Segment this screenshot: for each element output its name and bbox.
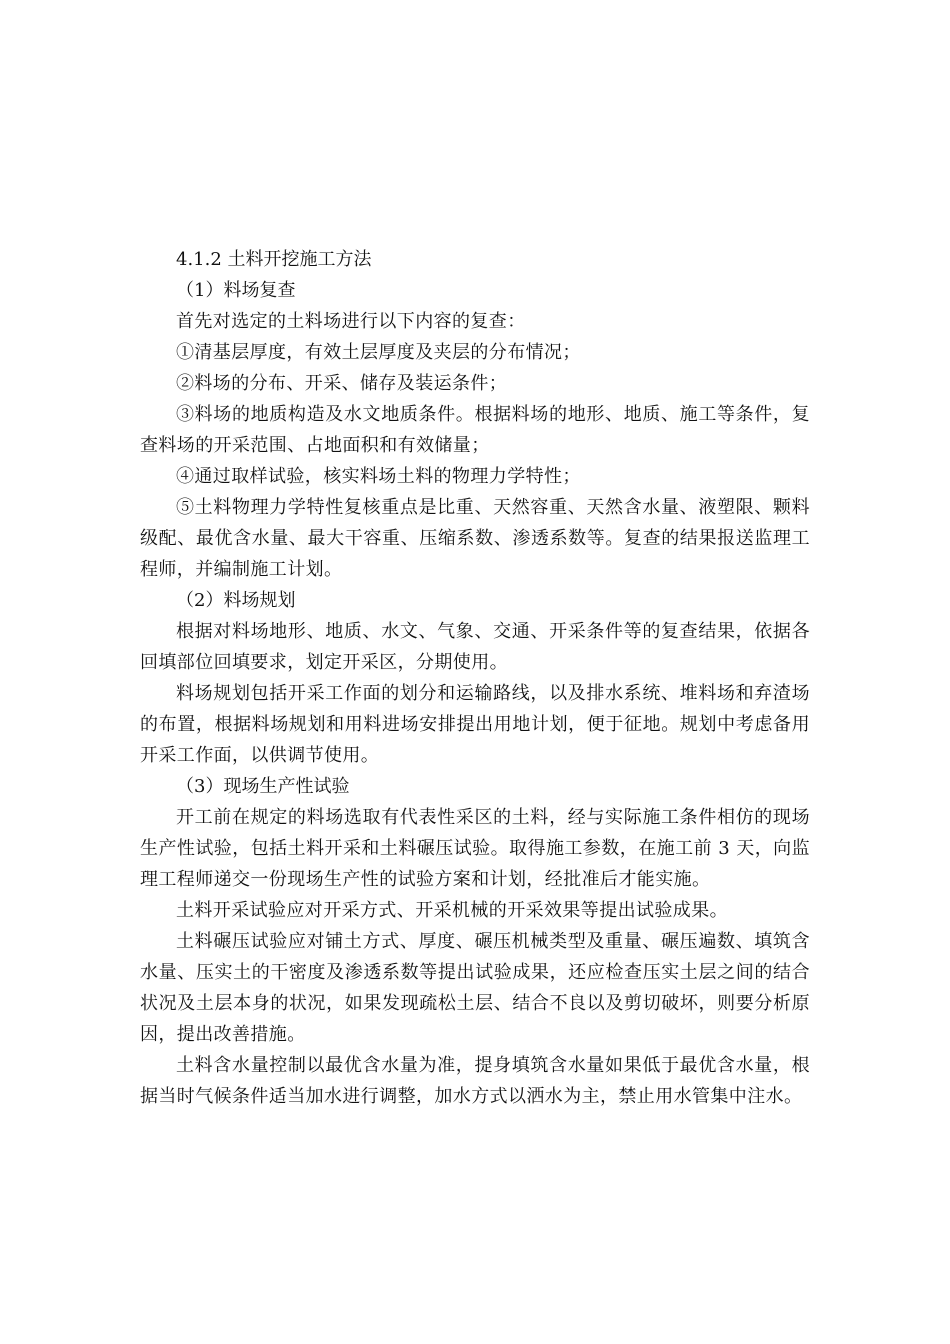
paragraph: 开工前在规定的料场选取有代表性采区的土料，经与实际施工条件相仿的现场生产性试验，包括土料开采和土料碾压试验。取得施工参数，在施工前 3 天，向监理工程师递交一份现场生产性的试验方案和计划，经批准后才能实施。 — [140, 807, 810, 890]
paragraph: ⑤土料物理力学特性复核重点是比重、天然容重、天然含水量、液塑限、颗料级配、最优含水量、最大干容重、压缩系数、渗透系数等。复查的结果报送监理工程师，并编制施工计划。 — [140, 497, 810, 580]
paragraph: ④通过取样试验，核实料场土料的物理力学特性； — [176, 466, 581, 487]
section-content — [140, 275, 810, 1112]
paragraph: 根据对料场地形、地质、水文、气象、交通、开采条件等的复查结果，依据各回填部位回填要求，划定开采区，分期使用。 — [140, 621, 810, 673]
paragraph: 土料碾压试验应对铺土方式、厚度、碾压机械类型及重量、碾压遍数、填筑含水量、压实土的干密度及渗透系数等提出试验成果，还应检查压实土层之间的结合状况及土层本身的状况，如果发现疏松土层、结合不良以及剪切破坏，则要分析原因，提出改善措施。 — [140, 931, 810, 1045]
paragraph: ①清基层厚度，有效土层厚度及夹层的分布情况； — [176, 342, 581, 363]
subsection-title-1: （1）料场复查 — [176, 280, 296, 301]
paragraph: 首先对选定的土料场进行以下内容的复查： — [176, 311, 526, 332]
section-title: 4.1.2 土料开挖施工方法 — [176, 249, 372, 270]
paragraph: 料场规划包括开采工作面的划分和运输路线，以及排水系统、堆料场和弃渣场的布置，根据料场规划和用料进场安排提出用地计划，便于征地。规划中考虑备用开采工作面，以供调节使用。 — [140, 683, 810, 766]
paragraph: ②料场的分布、开采、储存及装运条件； — [176, 373, 508, 394]
subsection-title-2: （2）料场规划 — [176, 590, 296, 611]
paragraph: 土料含水量控制以最优含水量为准，提身填筑含水量如果低于最优含水量，根据当时气候条件适当加水进行调整，加水方式以洒水为主，禁止用水管集中注水。 — [140, 1055, 810, 1107]
subsection-title-3: （3）现场生产性试验 — [176, 776, 350, 797]
paragraph: 土料开采试验应对开采方式、开采机械的开采效果等提出试验成果。 — [176, 900, 728, 921]
document-body — [140, 244, 810, 1112]
paragraph: ③料场的地质构造及水文地质条件。根据料场的地形、地质、施工等条件，复查料场的开采范围、占地面积和有效储量； — [140, 404, 810, 456]
